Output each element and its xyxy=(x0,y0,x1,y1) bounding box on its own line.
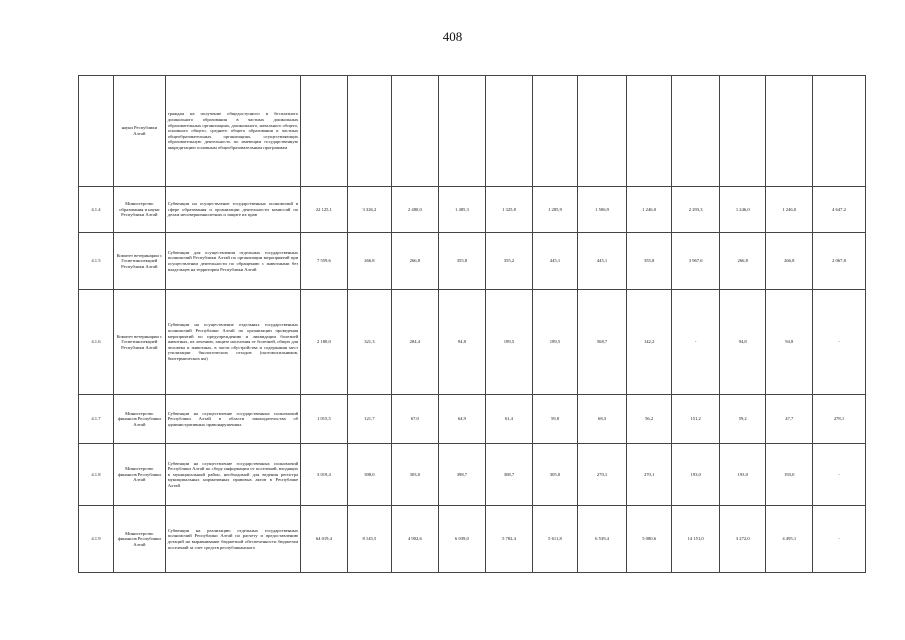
row-value-cell: 1 285,9 xyxy=(532,187,577,233)
row-code-cell: 4.1.9 xyxy=(79,506,114,573)
row-value-cell: 67,0 xyxy=(392,395,439,444)
row-value-cell: - xyxy=(813,290,866,395)
row-value-cell: 305,0 xyxy=(532,444,577,506)
row-value-cell: 193,0 xyxy=(766,444,813,506)
row-code-cell: 4.1.5 xyxy=(79,233,114,290)
row-value-cell xyxy=(438,76,486,187)
row-value-cell: 94,8 xyxy=(766,290,813,395)
budget-table xyxy=(78,75,866,573)
row-value-cell: 1 246,0 xyxy=(719,187,766,233)
row-value-cell xyxy=(719,76,766,187)
row-value-cell: 398,7 xyxy=(438,444,486,506)
row-value-cell: 4 902,6 xyxy=(392,506,439,573)
row-value-cell: 6 039,0 xyxy=(438,506,486,573)
table-row xyxy=(79,506,866,573)
row-value-cell: 4 647,2 xyxy=(813,187,866,233)
row-value-cell: 193,0 xyxy=(719,444,766,506)
row-value-cell: 189,5 xyxy=(486,290,533,395)
row-value-cell: 270,1 xyxy=(626,444,671,506)
row-value-cell: 3 326,2 xyxy=(347,187,391,233)
row-description-cell: Субвенции на осуществление государственных полномочий Республики Алтай по сбору информации от поселений, входящих в муниципальный район, необходимой для ведения регистра муниципальных нормативных правовых актов в Республике Алтай xyxy=(165,444,300,506)
row-value-cell xyxy=(626,76,671,187)
row-value-cell: 151,2 xyxy=(672,395,720,444)
row-value-cell xyxy=(486,76,533,187)
row-value-cell: 568,7 xyxy=(578,290,627,395)
row-value-cell xyxy=(672,76,720,187)
row-value-cell: 14 151,0 xyxy=(672,506,720,573)
row-value-cell: 266,8 xyxy=(719,233,766,290)
row-description-cell: Субвенции на реализацию отдельных государственных полномочий Республики Алтай по расчету и предоставлению дотаций на выравнивание бюджетной обеспеченности бюджетам поселений за счет средств республиканского xyxy=(165,506,300,573)
table-row xyxy=(79,187,866,233)
row-value-cell: 22 125,1 xyxy=(301,187,348,233)
table-row xyxy=(79,290,866,395)
row-value-cell: - xyxy=(672,290,720,395)
row-value-cell: 3 967,6 xyxy=(672,233,720,290)
row-value-cell: 6 539,4 xyxy=(578,506,627,573)
row-value-cell: 1 325,8 xyxy=(486,187,533,233)
row-value-cell: 1 506,9 xyxy=(578,187,627,233)
row-value-cell: 266,8 xyxy=(766,233,813,290)
row-value-cell: 193,0 xyxy=(672,444,720,506)
row-value-cell: 445,1 xyxy=(532,233,577,290)
row-value-cell: 266,8 xyxy=(347,233,391,290)
row-value-cell: 398,0 xyxy=(347,444,391,506)
row-value-cell: 2 480,0 xyxy=(392,187,439,233)
table-row xyxy=(79,76,866,187)
row-value-cell: 64 019,4 xyxy=(301,506,348,573)
row-executor-cell: науки Республики Алтай xyxy=(113,76,165,187)
row-value-cell: 2 293,3 xyxy=(672,187,720,233)
table-row xyxy=(79,233,866,290)
row-executor-cell: Комитет ветеринарии с Госветинспекцией Республики Алтай xyxy=(113,290,165,395)
row-executor-cell: Министерство финансов Республики Алтай xyxy=(113,444,165,506)
row-value-cell: 2 180,0 xyxy=(301,290,348,395)
row-value-cell: - xyxy=(813,506,866,573)
row-value-cell: 94,8 xyxy=(438,290,486,395)
row-value-cell: 266,8 xyxy=(392,233,439,290)
row-executor-cell: Министерство образования и науки Республики Алтай xyxy=(113,187,165,233)
row-value-cell: 94,8 xyxy=(719,290,766,395)
row-value-cell: - xyxy=(813,444,866,506)
row-description-cell: Субвенции на осуществление государственных полномочий Республики Алтай в области законодательства об административных правонарушениях xyxy=(165,395,300,444)
row-value-cell xyxy=(347,76,391,187)
row-code-cell xyxy=(79,76,114,187)
table-row xyxy=(79,395,866,444)
row-code-cell: 4.1.7 xyxy=(79,395,114,444)
row-value-cell: 5 782,4 xyxy=(486,506,533,573)
row-value-cell: 2 067,8 xyxy=(813,233,866,290)
row-value-cell: 59,8 xyxy=(532,395,577,444)
row-value-cell: 121,7 xyxy=(347,395,391,444)
table-row xyxy=(79,444,866,506)
row-value-cell: 56,2 xyxy=(626,395,671,444)
row-value-cell xyxy=(813,76,866,187)
row-description-cell: Субвенции для осуществления отдельных государственных полномочий Республики Алтай по организации мероприятий при осуществлении деятельности по обращению с животными без владельцев на территории Республики Алтай xyxy=(165,233,300,290)
row-code-cell: 4.1.6 xyxy=(79,290,114,395)
row-value-cell: 64,9 xyxy=(438,395,486,444)
page-number: 408 xyxy=(442,29,463,44)
row-value-cell: 3 019,4 xyxy=(301,444,348,506)
row-description-cell: Субвенции на осуществление отдельных государственных полномочий Республики Алтай по организации проведения мероприятий по предупреждению и ликвидации болезней животных, их лечению, защите населения от болезней, общих для человека и животных, в части обустройства и содержания мест утилизации биологических отходов (скотомогильников, биотермических ям) xyxy=(165,290,300,395)
row-value-cell: 355,8 xyxy=(438,233,486,290)
row-value-cell: 47,7 xyxy=(766,395,813,444)
row-value-cell: 59,2 xyxy=(719,395,766,444)
row-value-cell: 1 246,0 xyxy=(626,187,671,233)
row-value-cell: 142,2 xyxy=(626,290,671,395)
row-executor-cell: Комитет ветеринарии с Госветинспекцией Республики Алтай xyxy=(113,233,165,290)
row-description-cell: граждан на получение общедоступного и бесплатного дошкольного образования в частных дошкольных образовательных организациях, дошкольного, начального общего, основного общего, среднего общего образования в частных общеобразовательных организациях, осуществляющих образовательную деятельность по имеющим государственную аккредитацию основным общеобразовательным программам xyxy=(165,76,300,187)
row-value-cell xyxy=(766,76,813,187)
row-value-cell: 355,8 xyxy=(626,233,671,290)
row-value-cell: 1 485,3 xyxy=(438,187,486,233)
row-executor-cell: Министерство финансов Республики Алтай xyxy=(113,395,165,444)
row-value-cell: 7 559,6 xyxy=(301,233,348,290)
row-value-cell xyxy=(532,76,577,187)
row-executor-cell: Министерство финансов Республики Алтай xyxy=(113,506,165,573)
row-value-cell: 5 611,8 xyxy=(532,506,577,573)
row-value-cell: 4 495,1 xyxy=(766,506,813,573)
row-value-cell: 8 145,5 xyxy=(347,506,391,573)
row-description-cell: Субвенции на осуществление государственных полномочий в сфере образования и организации деятельности комиссий по делам несовершеннолетних и защите их прав xyxy=(165,187,300,233)
row-value-cell: 303,0 xyxy=(392,444,439,506)
row-code-cell: 4.1.4 xyxy=(79,187,114,233)
row-value-cell: 308,7 xyxy=(486,444,533,506)
row-value-cell: 284,4 xyxy=(392,290,439,395)
row-code-cell: 4.1.8 xyxy=(79,444,114,506)
row-value-cell: 5 080,6 xyxy=(626,506,671,573)
row-value-cell: 1 015,5 xyxy=(301,395,348,444)
row-value-cell: 1 246,0 xyxy=(766,187,813,233)
row-value-cell: 445,1 xyxy=(578,233,627,290)
row-value-cell xyxy=(578,76,627,187)
row-value-cell: 270,1 xyxy=(578,444,627,506)
row-value-cell: 3 272,0 xyxy=(719,506,766,573)
row-value-cell: 189,5 xyxy=(532,290,577,395)
row-value-cell xyxy=(392,76,439,187)
row-value-cell: 61,4 xyxy=(486,395,533,444)
row-value-cell xyxy=(301,76,348,187)
row-value-cell: 68,3 xyxy=(578,395,627,444)
row-value-cell: 278,1 xyxy=(813,395,866,444)
row-value-cell: 355,2 xyxy=(486,233,533,290)
row-value-cell: 321,3 xyxy=(347,290,391,395)
